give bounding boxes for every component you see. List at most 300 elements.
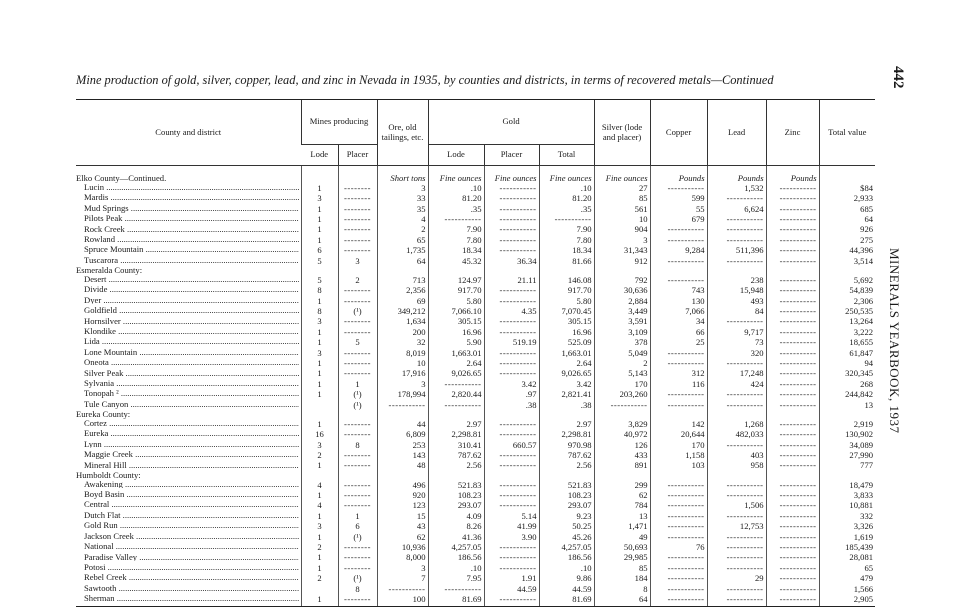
cell-lead [707,266,766,275]
cell-ore: 200 [377,327,428,337]
cell-total-value: 18,655 [819,337,875,347]
cell-mines-lode: 5 [301,256,338,266]
table-row [76,532,875,542]
cell-copper [650,400,707,410]
cell-gold-lode: 7.90 [428,225,484,235]
cell-copper [650,573,707,583]
cell-lead [707,317,766,327]
cell-mines-lode: 1 [301,419,338,429]
cell-total-value: 44,396 [819,245,875,255]
cell-lead [707,563,766,573]
cell-gold-total: 1,663.01 [539,348,594,358]
cell-ore: 3 [377,563,428,573]
cell-total-value: 61,847 [819,348,875,358]
cell-mines-lode: 6 [301,245,338,255]
cell-lead [707,511,766,521]
cell-silver: 49 [594,532,650,542]
cell-gold-total: 9.86 [539,573,594,583]
district-label: Rebel Creek ..... [84,573,299,582]
cell-zinc [766,369,819,379]
cell-mines-placer: 2 [338,275,377,285]
table-row [76,500,875,510]
cell-total-value: 268 [819,379,875,389]
cell-gold-total: 305.15 [539,317,594,327]
cell-zinc [766,296,819,306]
cell-gold-lode: 7,066.10 [428,306,484,316]
cell-mines-placer [338,471,377,480]
cell-zinc [766,317,819,327]
district-label: Spruce Mountain ..... [84,245,299,254]
cell-silver: 3,829 [594,419,650,429]
cell-lead [707,584,766,594]
cell-lead [707,594,766,606]
cell-zinc [766,204,819,214]
cell-gold-lode: 4,257.05 [428,542,484,552]
cell-zinc [766,183,819,193]
district-label: Sylvania ..... [84,379,299,388]
cell-total-value: 3,833 [819,490,875,500]
district-label: Oneota ..... [84,358,299,367]
cell-gold-total: 2,298.81 [539,429,594,439]
county-header-row [76,471,875,480]
table-row [76,369,875,379]
county-name [76,410,301,419]
cell-gold-total: 9,026.65 [539,369,594,379]
cell-lead: 424 [707,379,766,389]
header-mines-lode: Lode [301,145,338,166]
table-row [76,245,875,255]
cell-mines-placer [338,369,377,379]
cell-silver: 904 [594,225,650,235]
cell-copper: 20,644 [650,429,707,439]
cell-copper [650,563,707,573]
table-row [76,379,875,389]
cell-zinc [766,214,819,224]
cell-mines-placer [338,358,377,368]
cell-ore: 10 [377,358,428,368]
cell-mines-lode: 16 [301,429,338,439]
cell-total-value: 3,222 [819,327,875,337]
table-row [76,235,875,245]
cell-ore: 123 [377,500,428,510]
table-row [76,490,875,500]
table-row [76,400,875,410]
district-name [76,490,301,500]
cell-mines-lode [301,584,338,594]
cell-silver: 85 [594,193,650,203]
cell-mines-placer: (¹) [338,389,377,399]
cell-gold-placer: 36.34 [484,256,539,266]
header-copper: Copper [650,100,707,166]
cell-ore: 64 [377,256,428,266]
cell-total-value: 2,933 [819,193,875,203]
cell-mines-lode: 1 [301,490,338,500]
cell-silver: 912 [594,256,650,266]
district-label: Maggie Creek ..... [84,450,299,459]
table-row [76,327,875,337]
cell-total-value: 1,566 [819,584,875,594]
cell-mines-lode: 5 [301,275,338,285]
cell-silver: 85 [594,563,650,573]
cell-gold-placer: 519.19 [484,337,539,347]
cell-mines-placer [338,317,377,327]
cell-copper [650,266,707,275]
cell-lead [707,532,766,542]
cell-silver: 10 [594,214,650,224]
cell-lead: 403 [707,450,766,460]
cell-copper [650,532,707,542]
cell-gold-placer [484,369,539,379]
header-total-value: Total value [819,100,875,166]
cell-gold-total: 525.09 [539,337,594,347]
cell-lead: 17,248 [707,369,766,379]
cell-mines-placer [338,419,377,429]
cell-lead: 29 [707,573,766,583]
cell-silver: 3,449 [594,306,650,316]
header-county: County and district [76,100,301,166]
district-label: Goldfield ..... [84,306,299,315]
cell-ore [377,400,428,410]
cell-gold-lode [428,379,484,389]
cell-silver [594,266,650,275]
cell-copper: 116 [650,379,707,389]
cell-ore: 17,916 [377,369,428,379]
header-mines-placer: Placer [338,145,377,166]
cell-mines-lode: 1 [301,511,338,521]
cell-lead [707,358,766,368]
district-label: Humboldt County: [76,470,141,480]
cell-lead: 320 [707,348,766,358]
cell-mines-lode: 1 [301,461,338,471]
cell-gold-total: 2,821.41 [539,389,594,399]
cell-gold-lode: 18.34 [428,245,484,255]
district-label: Cortez ..... [84,419,299,428]
cell-silver: 64 [594,594,650,606]
units-silver: Fine ounces [594,166,650,184]
cell-mines-lode: 1 [301,389,338,399]
cell-mines-lode: 1 [301,358,338,368]
cell-total-value: 2,919 [819,419,875,429]
cell-ore: 65 [377,235,428,245]
table-row [76,348,875,358]
cell-mines-placer [338,214,377,224]
cell-silver: 299 [594,480,650,490]
cell-gold-placer [484,450,539,460]
cell-ore: 143 [377,450,428,460]
district-label: Mineral Hill ..... [84,461,299,470]
units-copper: Pounds [650,166,707,184]
cell-total-value: 94 [819,358,875,368]
cell-ore: 33 [377,193,428,203]
cell-gold-placer [484,327,539,337]
cell-copper [650,553,707,563]
cell-gold-total [539,410,594,419]
cell-mines-placer [338,542,377,552]
cell-gold-total: 2.64 [539,358,594,368]
cell-mines-placer: 6 [338,521,377,531]
cell-silver: 792 [594,275,650,285]
cell-mines-placer [338,450,377,460]
cell-copper: 76 [650,542,707,552]
cell-gold-lode: 293.07 [428,500,484,510]
cell-copper [650,594,707,606]
cell-total-value: 479 [819,573,875,583]
cell-ore: 3 [377,183,428,193]
cell-gold-lode: 4.09 [428,511,484,521]
cell-copper: 9,284 [650,245,707,255]
header-lead: Lead [707,100,766,166]
cell-mines-placer [338,225,377,235]
cell-gold-placer [484,490,539,500]
cell-ore: 1,735 [377,245,428,255]
district-name [76,429,301,439]
district-name [76,369,301,379]
district-name [76,450,301,460]
cell-gold-lode: 2.97 [428,419,484,429]
cell-zinc [766,563,819,573]
cell-total-value: 5,692 [819,275,875,285]
district-label: Pilots Peak ..... [84,214,299,223]
cell-gold-placer [484,410,539,419]
header-gold-lode: Lode [428,145,484,166]
cell-gold-total: 7.90 [539,225,594,235]
cell-zinc [766,542,819,552]
cell-mines-placer: 1 [338,511,377,521]
cell-copper: 25 [650,337,707,347]
cell-total-value: 685 [819,204,875,214]
district-label: Eureka County: [76,410,131,419]
district-label: Lida ..... [84,337,299,346]
cell-gold-lode [428,214,484,224]
cell-mines-lode: 4 [301,500,338,510]
cell-mines-lode: 1 [301,296,338,306]
cell-gold-lode: 7.80 [428,235,484,245]
cell-copper [650,490,707,500]
units-gold-placer: Fine ounces [484,166,539,184]
cell-mines-lode: 1 [301,369,338,379]
cell-total-value: 13 [819,400,875,410]
cell-mines-placer [338,204,377,214]
cell-silver: 3 [594,235,650,245]
district-name [76,389,301,399]
cell-mines-placer: 1 [338,379,377,389]
cell-mines-placer [338,327,377,337]
header-zinc: Zinc [766,100,819,166]
cell-mines-placer [338,500,377,510]
cell-silver: 126 [594,440,650,450]
cell-lead: 84 [707,306,766,316]
cell-ore: 4 [377,214,428,224]
units-value [819,166,875,184]
cell-total-value: 64 [819,214,875,224]
header-ore: Ore, old tailings, etc. [377,100,428,166]
cell-gold-placer [484,542,539,552]
table-row [76,285,875,295]
cell-gold-total: 2.97 [539,419,594,429]
cell-gold-placer [484,419,539,429]
cell-lead: 511,396 [707,245,766,255]
county-name [76,266,301,275]
cell-ore: 3 [377,379,428,389]
cell-gold-total: 81.66 [539,256,594,266]
table-row [76,511,875,521]
cell-gold-total: 293.07 [539,500,594,510]
cell-zinc [766,379,819,389]
cell-gold-lode [428,584,484,594]
cell-total-value: 926 [819,225,875,235]
units-label: Elko County—Continued. [76,173,167,183]
cell-gold-total [539,471,594,480]
district-label: Jackson Creek ..... [84,532,299,541]
cell-total-value: 332 [819,511,875,521]
cell-gold-placer [484,553,539,563]
district-label: Tonopah ² ..... [84,389,299,398]
cell-mines-placer: (¹) [338,400,377,410]
district-label: Paradise Valley ..... [84,553,299,562]
cell-mines-lode: 3 [301,193,338,203]
cell-silver: 170 [594,379,650,389]
district-name [76,521,301,531]
cell-ore: 43 [377,521,428,531]
cell-mines-lode: 8 [301,285,338,295]
cell-gold-total: 108.23 [539,490,594,500]
cell-gold-placer: .97 [484,389,539,399]
cell-gold-lode: 787.62 [428,450,484,460]
cell-total-value: 2,905 [819,594,875,606]
cell-total-value [819,266,875,275]
cell-gold-placer [484,461,539,471]
cell-gold-total: 186.56 [539,553,594,563]
cell-mines-lode: 3 [301,440,338,450]
cell-gold-lode: 5.90 [428,337,484,347]
cell-gold-lode: 5.80 [428,296,484,306]
cell-mines-lode [301,400,338,410]
cell-mines-placer [338,563,377,573]
cell-gold-total: 2.56 [539,461,594,471]
cell-gold-lode: 81.20 [428,193,484,203]
cell-ore: 920 [377,490,428,500]
production-table [76,99,875,607]
cell-mines-placer [338,594,377,606]
cell-silver: 8 [594,584,650,594]
cell-ore: 178,994 [377,389,428,399]
units-lead: Pounds [707,166,766,184]
cell-silver: 203,260 [594,389,650,399]
cell-lead [707,400,766,410]
cell-gold-total: 16.96 [539,327,594,337]
district-label: Klondike ..... [84,327,299,336]
cell-mines-placer [338,183,377,193]
cell-lead: 482,033 [707,429,766,439]
cell-mines-lode: 1 [301,553,338,563]
cell-mines-placer [338,480,377,490]
cell-total-value: 320,345 [819,369,875,379]
district-name [76,256,301,266]
cell-zinc [766,348,819,358]
cell-mines-lode: 3 [301,348,338,358]
table-row [76,204,875,214]
cell-lead [707,542,766,552]
district-name [76,594,301,606]
cell-zinc [766,511,819,521]
cell-gold-placer: 660.57 [484,440,539,450]
cell-lead: 12,753 [707,521,766,531]
cell-gold-total: 45.26 [539,532,594,542]
cell-gold-placer [484,266,539,275]
cell-gold-placer [484,225,539,235]
cell-ore [377,266,428,275]
cell-lead: 238 [707,275,766,285]
cell-total-value: 244,842 [819,389,875,399]
cell-ore: 2 [377,225,428,235]
cell-copper [650,480,707,490]
cell-zinc [766,245,819,255]
cell-gold-placer: 41.99 [484,521,539,531]
table-row [76,573,875,583]
cell-gold-lode: 2,820.44 [428,389,484,399]
district-name [76,327,301,337]
county-name [76,471,301,480]
cell-ore: 496 [377,480,428,490]
cell-silver: 27 [594,183,650,193]
cell-gold-placer [484,429,539,439]
district-label: Rowland ..... [84,235,299,244]
cell-ore: 2,356 [377,285,428,295]
district-label: Dyer ..... [84,296,299,305]
cell-silver: 784 [594,500,650,510]
district-name [76,542,301,552]
units-placer [338,166,377,184]
cell-gold-placer: 21.11 [484,275,539,285]
cell-total-value: 130,902 [819,429,875,439]
district-label: Potosi ..... [84,563,299,572]
cell-silver [594,410,650,419]
cell-zinc [766,440,819,450]
cell-gold-total: .35 [539,204,594,214]
cell-silver: 30,636 [594,285,650,295]
table-row [76,480,875,490]
cell-silver [594,400,650,410]
cell-silver: 3,591 [594,317,650,327]
district-name [76,358,301,368]
cell-gold-lode: 45.32 [428,256,484,266]
table-row [76,296,875,306]
cell-gold-lode [428,410,484,419]
cell-mines-placer [338,410,377,419]
cell-mines-lode: 1 [301,327,338,337]
cell-silver: 1,471 [594,521,650,531]
cell-gold-total: .10 [539,563,594,573]
cell-total-value: 777 [819,461,875,471]
cell-gold-total: 5.80 [539,296,594,306]
table-row [76,563,875,573]
cell-mines-lode: 1 [301,225,338,235]
cell-silver: 561 [594,204,650,214]
cell-lead: 958 [707,461,766,471]
cell-gold-lode: 521.83 [428,480,484,490]
cell-copper: 55 [650,204,707,214]
cell-gold-placer [484,500,539,510]
district-name [76,245,301,255]
cell-zinc [766,327,819,337]
cell-zinc [766,337,819,347]
cell-mines-placer [338,285,377,295]
district-name [76,532,301,542]
district-name [76,511,301,521]
cell-copper: 142 [650,419,707,429]
page-number: 442 [890,66,906,89]
cell-ore: 44 [377,419,428,429]
